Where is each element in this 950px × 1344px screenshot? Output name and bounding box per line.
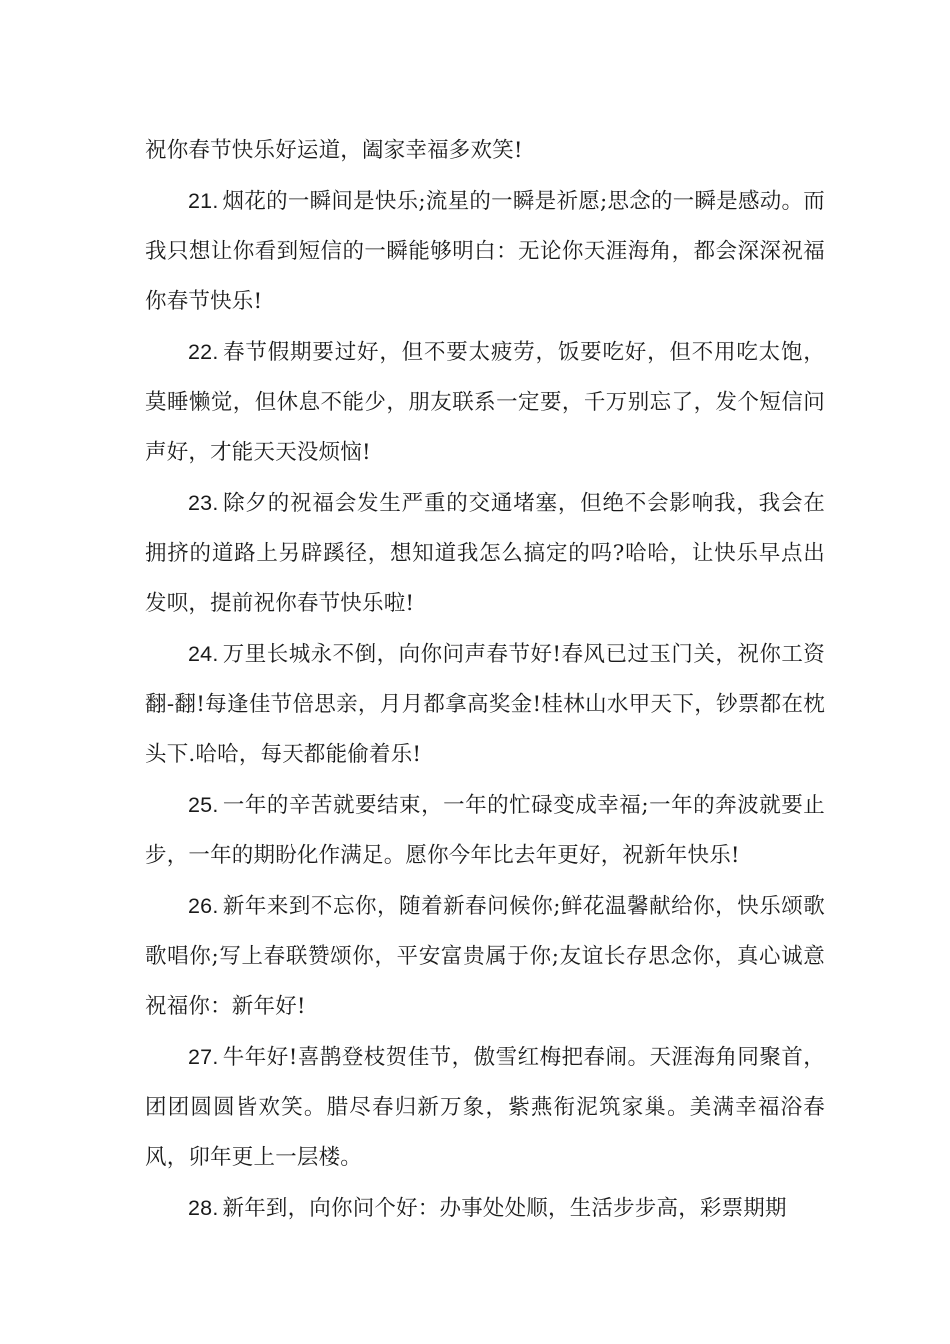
list-item (145, 1183, 825, 1234)
list-item (145, 176, 825, 327)
item-number: 24. (188, 642, 219, 666)
document-body (145, 126, 825, 1234)
item-text: 新年到，向你问个好：办事处处顺，生活步步高，彩票期期 (222, 1196, 787, 1221)
list-item (145, 780, 825, 881)
item-number: 23. (188, 491, 219, 515)
list-item (145, 881, 825, 1032)
list-item (145, 327, 825, 478)
item-number: 22. (188, 340, 219, 364)
item-text: 牛年好!喜鹊登枝贺佳节，傲雪红梅把春闹。天涯海角同聚首，团团圆圆皆欢笑。腊尽春归新万象，紫燕衔泥筑家巢。美满幸福浴春风，卯年更上一层楼。 (145, 1045, 825, 1170)
item-text: 除夕的祝福会发生严重的交通堵塞，但绝不会影响我，我会在拥挤的道路上另辟蹊径，想知道我怎么搞定的吗?哈哈，让快乐早点出发呗，提前祝你春节快乐啦! (145, 491, 825, 616)
item-text: 新年来到不忘你，随着新春问候你;鲜花温馨献给你，快乐颂歌歌唱你;写上春联赞颂你，平安富贵属于你;友谊长存思念你，真心诚意祝福你：新年好! (145, 894, 825, 1019)
item-number: 27. (188, 1045, 219, 1069)
item-number: 28. (188, 1196, 219, 1220)
item-text: 春节假期要过好，但不要太疲劳，饭要吃好，但不用吃太饱，莫睡懒觉，但休息不能少，朋友联系一定要，千万别忘了，发个短信问声好，才能天天没烦恼! (145, 340, 825, 465)
item-number: 25. (188, 793, 219, 817)
item-number: 26. (188, 894, 219, 918)
item-number: 21. (188, 189, 219, 213)
item-text: 一年的辛苦就要结束，一年的忙碌变成幸福;一年的奔波就要止步，一年的期盼化作满足。愿你今年比去年更好，祝新年快乐! (145, 793, 825, 868)
continuation-paragraph: 祝你春节快乐好运道，阖家幸福多欢笑! (145, 138, 523, 163)
list-item (145, 1032, 825, 1183)
list-item (145, 478, 825, 629)
item-text: 烟花的一瞬间是快乐;流星的一瞬是祈愿;思念的一瞬是感动。而我只想让你看到短信的一瞬能够明白：无论你天涯海角，都会深深祝福你春节快乐! (145, 189, 825, 314)
item-text: 万里长城永不倒，向你问声春节好!春风已过玉门关，祝你工资翻-翻!每逢佳节倍思亲，月月都拿高奖金!桂林山水甲天下，钞票都在枕头下.哈哈，每天都能偷着乐! (145, 642, 825, 767)
list-item (145, 629, 825, 780)
